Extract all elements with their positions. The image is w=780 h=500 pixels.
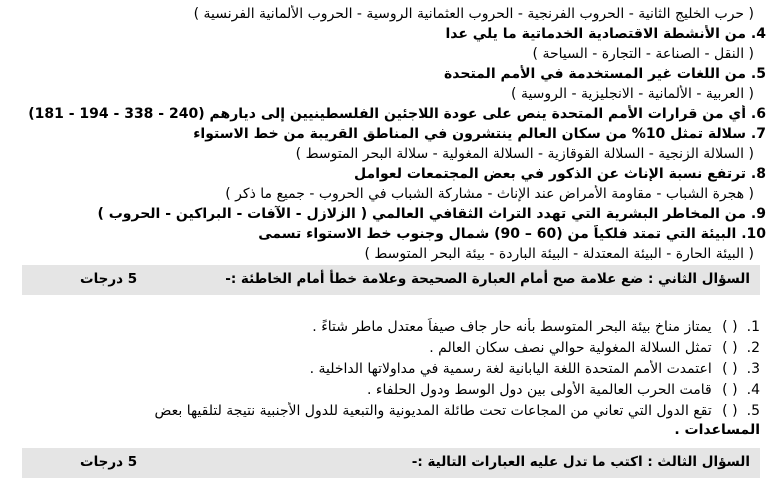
q1-item-9: 9. من المخاطر البشرية التي تهدد التراث الثقافي العالمي ( الزلازل - الآفات - البراكين - الحروب ) — [97, 206, 766, 222]
q1-item-3-options: ( حرب الخليج الثانية - الحروب الفرنجية - الحروب العثمانية الروسية - الحروب الألمانية الفرنسية ) — [193, 6, 754, 22]
q2-item-5 — [8, 402, 760, 420]
q2-item-number: 1. — [746, 319, 760, 335]
q2-title: السؤال الثاني : ضع علامة صح أمام العبارة الصحيحة وعلامة خطأ أمام الخاطئة :- — [225, 271, 750, 287]
q2-item-number: 2. — [746, 340, 760, 356]
q2-item-number: 4. — [746, 382, 760, 398]
answer-blank[interactable]: ( ) — [722, 361, 738, 377]
q2-item-2 — [8, 339, 760, 357]
q2-item-text: تقع الدول التي تعاني من المجاعات تحت طائلة المديونية والتبعية للدول الأجنبية نتيجة لتلقيها بعض — [154, 403, 712, 419]
q1-item-6: 6. أي من قرارات الأمم المتحدة ينص على عودة اللاجئين الفلسطينيين إلى ديارهم (240 - 338 - 194 - 181) — [28, 106, 766, 122]
q2-item-4 — [8, 381, 760, 399]
q2-item-1 — [8, 318, 760, 336]
q2-item-5-continuation: المساعدات . — [674, 422, 760, 438]
q2-item-number: 5. — [746, 403, 760, 419]
q1-item-7: 7. سلالة تمثل 10% من سكان العالم ينتشرون في المناطق القريبة من خط الاستواء — [193, 126, 766, 142]
q1-item-4: 4. من الأنشطة الاقتصادية الخدماتية ما يلي عدا — [445, 26, 766, 42]
q2-item-text: تمثل السلالة المغولية حوالي نصف سكان العالم . — [429, 340, 712, 356]
answer-blank[interactable]: ( ) — [722, 340, 738, 356]
answer-blank[interactable]: ( ) — [722, 403, 738, 419]
q1-item-8: 8. ترتفع نسبة الإناث عن الذكور في بعض المجتمعات لعوامل — [354, 166, 766, 182]
q2-item-number: 3. — [746, 361, 760, 377]
q3-title: السؤال الثالث : اكتب ما تدل عليه العبارات التالية :- — [411, 454, 750, 470]
q1-item-7-options: ( السلالة الزنجية - السلالة القوقازية - السلالة المغولية - سلالة البحر المتوسط ) — [295, 146, 754, 162]
q1-item-10-options: ( البيئة الحارة - البيئة المعتدلة - البيئة الباردة - بيئة البحر المتوسط ) — [364, 246, 754, 262]
q1-item-10: 10. البيئة التي تمتد فلكياً من (60 – 90) شمال وجنوب خط الاستواء تسمى — [258, 226, 766, 242]
q1-item-5: 5. من اللغات غير المستخدمة في الأمم المتحدة — [444, 66, 766, 82]
answer-blank[interactable]: ( ) — [722, 319, 738, 335]
q2-item-text: يمتاز مناخ بيئة البحر المتوسط بأنه حار جاف صيفاً معتدل ماطر شتاءً . — [312, 319, 712, 335]
q1-item-5-options: ( العربية - الألمانية - الانجليزية - الروسية ) — [511, 86, 754, 102]
answer-blank[interactable]: ( ) — [722, 382, 738, 398]
q1-item-4-options: ( النقل - الصناعة - التجارة - السياحة ) — [532, 46, 754, 62]
q3-marks: 5 درجات — [80, 454, 138, 470]
q2-item-text: اعتمدت الأمم المتحدة اللغة اليابانية لغة رسمية في مداولاتها الداخلية . — [309, 361, 712, 377]
q3-header — [22, 448, 760, 478]
q2-marks: 5 درجات — [80, 271, 138, 287]
q2-item-text: قامت الحرب العالمية الأولى بين دول الوسط ودول الحلفاء . — [367, 382, 712, 398]
q2-header — [22, 265, 760, 295]
q1-item-8-options: ( هجرة الشباب - مقاومة الأمراض عند الإناث - مشاركة الشباب في الحروب - جميع ما ذكر ) — [225, 186, 754, 202]
q2-item-3 — [8, 360, 760, 378]
